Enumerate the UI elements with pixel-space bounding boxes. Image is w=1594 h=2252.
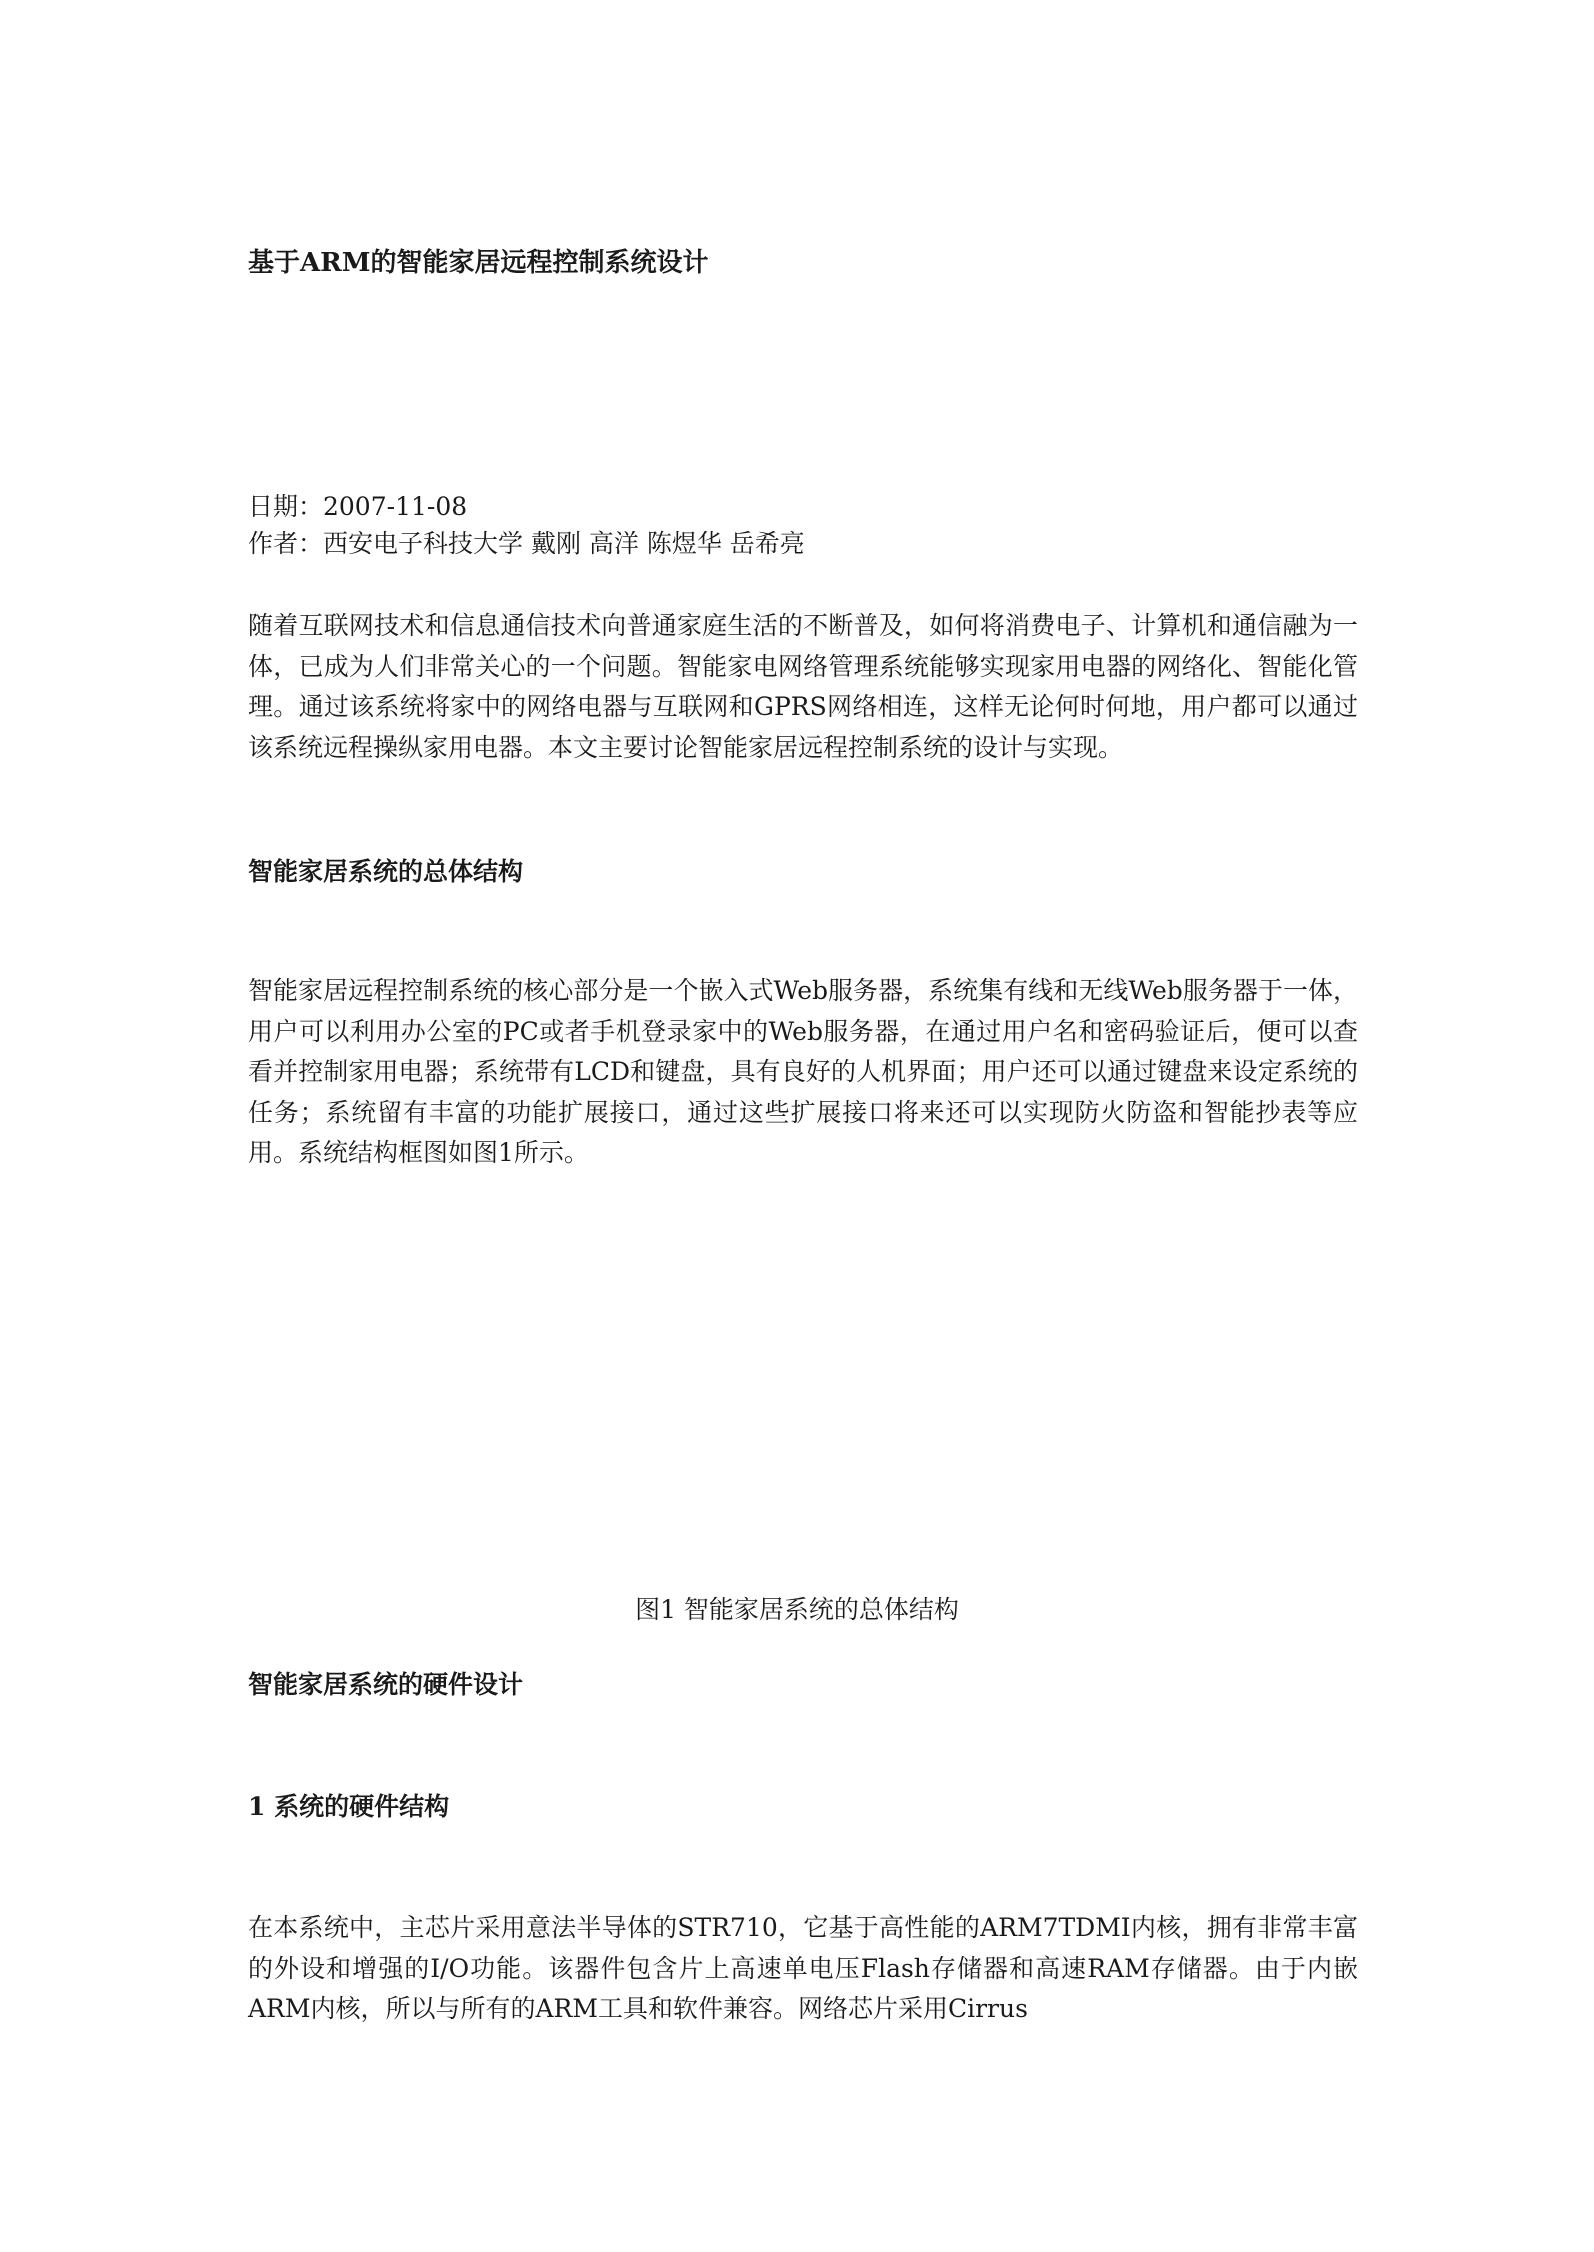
figure-1-caption: 图1 智能家居系统的总体结构: [635, 1595, 959, 1624]
section-heading-overall-structure: 智能家居系统的总体结构: [248, 857, 524, 886]
overall-structure-paragraph: 智能家居远程控制系统的核心部分是一个嵌入式Web服务器，系统集有线和无线Web服务器于一体，用户可以利用办公室的PC或者手机登录家中的Web服务器，在通过用户名和密码验证后，便可以查看并控制家用电器；系统带有LCD和键盘，具有良好的人机界面；用户还可以通过键盘来设定系统的任务；系统留有丰富的功能扩展接口，通过这些扩展接口将来还可以实现防火防盗和智能抄表等应用。系统结构框图如图1所示。: [248, 976, 1358, 1167]
document-title: 基于ARM的智能家居远程控制系统设计: [248, 248, 709, 278]
subsection-heading-hardware-structure: 1 系统的硬件结构: [248, 1792, 450, 1821]
figure-1-placeholder: [248, 1200, 1358, 1570]
date-line: 日期：2007-11-08: [248, 492, 468, 521]
author-line: 作者：西安电子科技大学 戴刚 高洋 陈煜华 岳希亮: [248, 529, 805, 558]
intro-paragraph: 随着互联网技术和信息通信技术向普通家庭生活的不断普及，如何将消费电子、计算机和通信融为一体，已成为人们非常关心的一个问题。智能家电网络管理系统能够实现家用电器的网络化、智能化管理。通过该系统将家中的网络电器与互联网和GPRS网络相连，这样无论何时何地，用户都可以通过该系统远程操纵家用电器。本文主要讨论智能家居远程控制系统的设计与实现。: [248, 611, 1358, 762]
hardware-structure-paragraph: 在本系统中，主芯片采用意法半导体的STR710，它基于高性能的ARM7TDMI内核，拥有非常丰富的外设和增强的I/O功能。该器件包含片上高速单电压Flash存储器和高速RAM存储器。由于内嵌ARM内核，所以与所有的ARM工具和软件兼容。网络芯片采用Cirrus: [248, 1913, 1358, 2023]
section-heading-hardware-design: 智能家居系统的硬件设计: [248, 1670, 524, 1699]
